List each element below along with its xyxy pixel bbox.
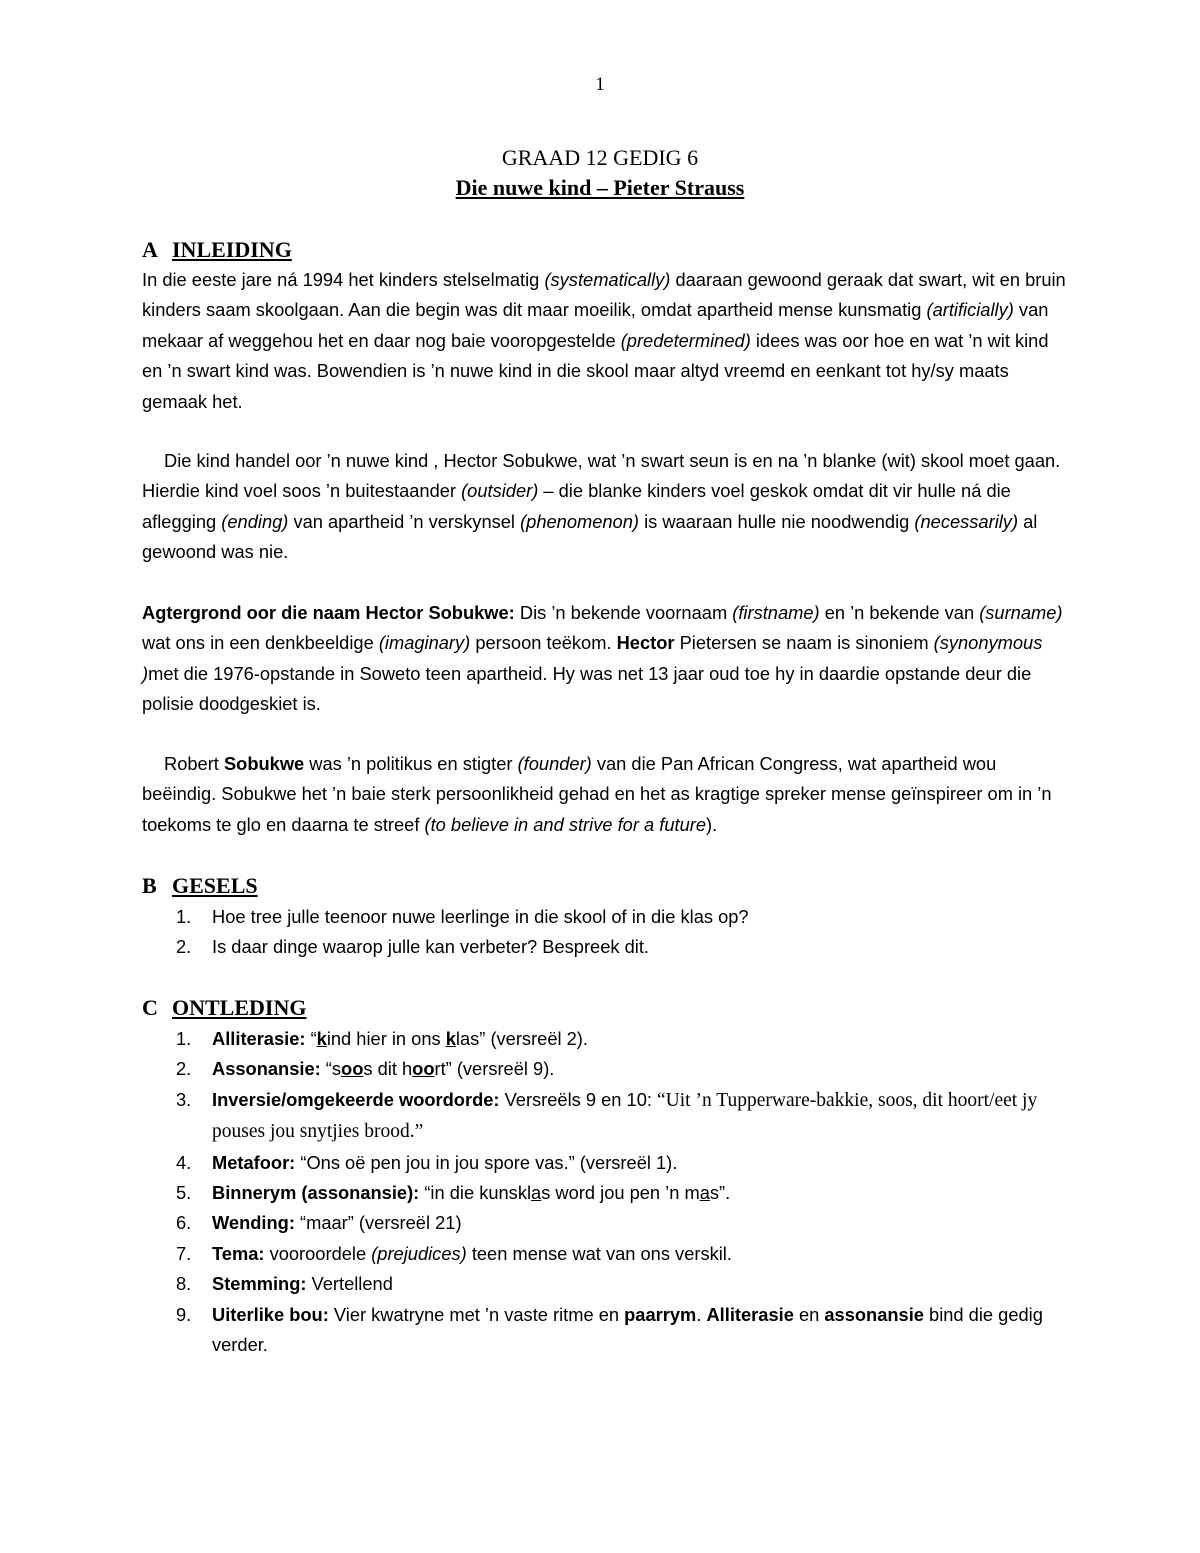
gloss: (necessarily) xyxy=(914,510,1019,532)
text-run: ). xyxy=(706,813,718,835)
section-title: INLEIDING xyxy=(172,237,292,262)
page-number: 1 xyxy=(595,74,605,95)
list-number: 6. xyxy=(176,1212,192,1234)
intro-paragraph-3 xyxy=(142,598,1072,720)
gloss: (prejudices) xyxy=(371,1242,467,1264)
list-item: 2. Assonansie: “soos dit hoort” (versreël 9). xyxy=(142,1054,1072,1084)
text-run: daaraan gewoond geraak dat swart, wit en bruin kinders saam skoolgaan. Aan die begin was dit maar moeilik, omdat apartheid mense kunsmatig xyxy=(142,269,1066,321)
highlighted-sound: a xyxy=(531,1182,542,1204)
analysis-list xyxy=(142,1024,1072,1360)
bold-name: Sobukwe xyxy=(223,753,305,774)
gloss: (firstname) xyxy=(732,602,820,623)
list-item xyxy=(142,932,1072,962)
highlighted-sound: oo xyxy=(412,1058,435,1080)
section-letter: B xyxy=(142,873,157,898)
list-number: 5. xyxy=(176,1182,192,1204)
term-label: Alliterasie: xyxy=(212,1028,306,1049)
text-run: van apartheid ’n verskynsel xyxy=(288,510,521,532)
text-run: Die kind handel oor ’n nuwe kind , Hector Sobukwe, wat ’n swart seun is en na ’n blanke (wit) skool moet gaan. Hierdie kind voel soos ’n buitestaander xyxy=(142,450,1061,502)
intro-paragraph-4 xyxy=(142,749,1072,840)
gloss: (imaginary) xyxy=(378,632,471,654)
text-run: al gewoond was nie. xyxy=(142,510,1038,563)
list-number: 3. xyxy=(176,1088,192,1110)
list-number: 2. xyxy=(176,1058,192,1080)
bold-term: assonansie xyxy=(824,1303,924,1325)
term-label: Uiterlike bou: xyxy=(212,1303,329,1325)
bold-name: Hector xyxy=(616,632,675,654)
term-label: Metafoor: xyxy=(212,1151,296,1173)
list-number: 1. xyxy=(176,1028,192,1049)
intro-paragraph-2 xyxy=(142,446,1072,568)
list-item: 4. Metafoor: “Ons oë pen jou in jou spore vas.” (versreël 1). xyxy=(142,1148,1072,1178)
gloss: (to believe in and strive for a future xyxy=(424,813,706,835)
text-run: van die Pan African Congress, wat apartheid wou beëindig. Sobukwe het ’n baie sterk persoonlikheid gehad en het as kragtige spreker mense geïnspireer om in ’n toekoms te glo en daarna te streef xyxy=(142,753,1052,835)
term-label: Inversie/omgekeerde woordorde: xyxy=(212,1088,500,1110)
text-run: is waaraan hulle nie noodwendig xyxy=(638,510,915,532)
text-run: en ’n bekende van xyxy=(819,602,980,623)
text-run: idees was oor hoe en wat ’n wit kind en ’n swart kind was. Bowendien is ’n nuwe kind in die skool maar altyd vreemd en eenkant tot hy/sy maats gemaak het. xyxy=(142,329,1049,412)
gloss: (surname) xyxy=(979,602,1063,623)
discussion-list xyxy=(142,902,1072,963)
gloss: (synonymous ) xyxy=(142,632,1043,684)
section-b-heading xyxy=(142,872,258,900)
gloss: (phenomenon) xyxy=(520,510,639,532)
term-label: Wending: xyxy=(212,1212,295,1234)
list-item: 7. Tema: vooroordele (prejudices) teen mense wat van ons verskil. xyxy=(142,1239,1072,1269)
text-run: persoon teëkom. xyxy=(470,632,617,654)
section-letter: A xyxy=(142,237,158,262)
section-a-heading xyxy=(142,236,292,264)
list-number: 9. xyxy=(176,1303,192,1325)
intro-paragraph-1 xyxy=(142,265,1072,417)
bold-label: Agtergrond oor die naam Hector Sobukwe: xyxy=(142,602,515,623)
text-run: wat ons in een denkbeeldige xyxy=(142,632,379,654)
term-label: Binnerym (assonansie): xyxy=(212,1182,420,1204)
list-item: 8. Stemming: Vertellend xyxy=(142,1269,1072,1299)
highlighted-sound: oo xyxy=(341,1058,364,1080)
gloss: (ending) xyxy=(221,510,289,532)
list-item: 1. Alliterasie: “kind hier in ons klas” (versreël 2). xyxy=(142,1024,1072,1054)
list-text: Is daar dinge waarop julle kan verbeter? Bespreek dit. xyxy=(212,936,649,958)
text-run: Dis ’n bekende voornaam xyxy=(514,602,733,623)
text-run: met die 1976-opstande in Soweto teen apartheid. Hy was net 13 jaar oud toe hy in daardie opstande deur die polisie doodgeskiet is. xyxy=(142,662,1032,715)
text-run: Pietersen se naam is sinoniem xyxy=(674,632,934,654)
highlighted-sound: k xyxy=(445,1028,456,1049)
highlighted-sound: a xyxy=(699,1182,710,1204)
text-run: In die eeste jare ná 1994 het kinders stelselmatig xyxy=(142,269,545,290)
list-number: 7. xyxy=(176,1242,192,1264)
list-item: 9. Uiterlike bou: Vier kwatryne met ’n vaste ritme en paarrym. Alliterasie en assonansie bind die gedig verder. xyxy=(142,1300,1072,1361)
document-title xyxy=(0,143,1200,203)
section-title: GESELS xyxy=(172,873,258,898)
gloss: (founder) xyxy=(517,753,592,774)
term-label: Assonansie: xyxy=(212,1058,321,1080)
section-title: ONTLEDING xyxy=(172,995,307,1020)
title-grade: GRAAD 12 GEDIG 6 xyxy=(501,145,699,170)
list-item: 3. Inversie/omgekeerde woordorde: Versreëls 9 en 10: “Uit ’n Tupperware-bakkie, soos, dit hoort/eet jy pouses jou snytjies brood.” xyxy=(142,1085,1072,1148)
term-label: Stemming: xyxy=(212,1273,307,1295)
list-number: 1. xyxy=(176,906,192,927)
poem-quote: “Uit ’n Tupperware-bakkie, soos, dit hoort/eet jy pouses jou snytjies brood.” xyxy=(212,1089,1038,1143)
bold-term: paarrym xyxy=(624,1303,697,1325)
bold-term: Alliterasie xyxy=(706,1303,794,1325)
section-c-heading xyxy=(142,994,306,1022)
text-run: Robert xyxy=(164,753,224,774)
list-text: Hoe tree julle teenoor nuwe leerlinge in die skool of in die klas op? xyxy=(212,906,749,927)
gloss: (systematically) xyxy=(544,269,671,290)
gloss: (outsider) xyxy=(461,480,539,502)
title-poem: Die nuwe kind – Pieter Strauss xyxy=(455,175,745,200)
term-label: Tema: xyxy=(212,1242,265,1264)
text-run: – die blanke kinders voel geskok omdat dit vir hulle ná die aflegging xyxy=(142,480,1011,532)
highlighted-sound: k xyxy=(316,1028,327,1049)
list-item: 6. Wending: “maar” (versreël 21) xyxy=(142,1208,1072,1238)
gloss: (predetermined) xyxy=(620,329,751,351)
text-run: was ’n politikus en stigter xyxy=(304,753,518,774)
list-item: 5. Binnerym (assonansie): “in die kunsklas word jou pen ’n mas”. xyxy=(142,1178,1072,1208)
list-number: 4. xyxy=(176,1151,192,1173)
section-letter: C xyxy=(142,995,158,1020)
list-number: 8. xyxy=(176,1273,192,1295)
list-item xyxy=(142,902,1072,932)
list-number: 2. xyxy=(176,936,192,958)
gloss: (artificially) xyxy=(926,299,1014,321)
text-run: van mekaar af weggehou het en daar nog baie vooropgestelde xyxy=(142,299,1049,351)
